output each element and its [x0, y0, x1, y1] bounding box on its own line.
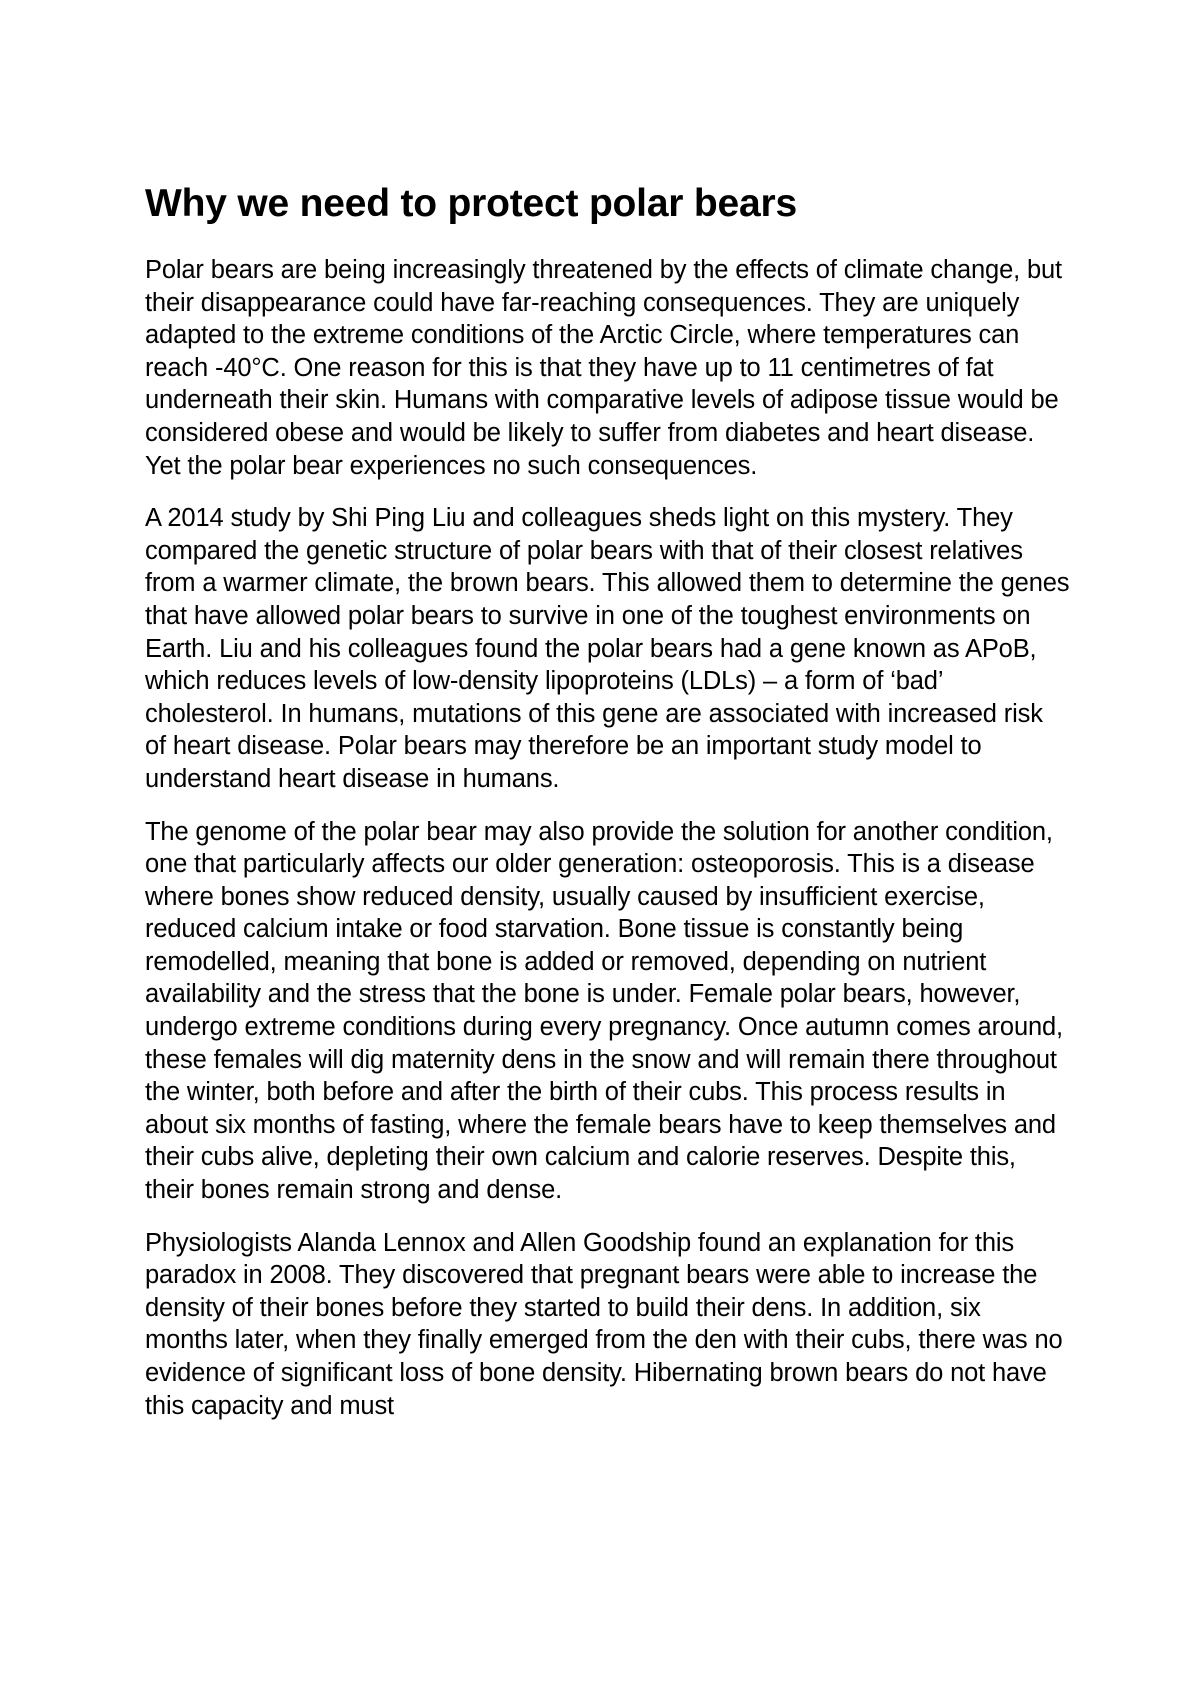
document-body [145, 181, 1070, 1442]
document-title: Why we need to protect polar bears [145, 182, 797, 225]
paragraph-climate-adaptation: Polar bears are being increasingly threatened by the effects of climate change, but their disappearance could have far-reaching consequences. They are uniquely adapted to the extreme conditions of the Arctic Circle, where temperatures can reach -40°C. One reason for this is that they have up to 11 centimetres of fat underneath their skin. Humans with comparative levels of adipose tissue would be considered obese and would be likely to suffer from diabetes and heart disease. Yet the polar bear experiences no such consequences. [145, 256, 1062, 480]
paragraph-lennox-goodship: Physiologists Alanda Lennox and Allen Goodship found an explanation for this paradox in 2008. They discovered that pregnant bears were able to increase the density of their bones before they started to build their dens. In addition, six months later, when they finally emerged from the den with their cubs, there was no evidence of significant loss of bone density. Hibernating brown bears do not have this capacity and must [145, 1228, 1063, 1420]
paragraph-liu-study: A 2014 study by Shi Ping Liu and colleagues sheds light on this mystery. They compared the genetic structure of polar bears with that of their closest relatives from a warmer climate, the brown bears. This allowed them to determine the genes that have allowed polar bears to survive in one of the toughest environments on Earth. Liu and his colleagues found the polar bears had a gene known as APoB, which reduces levels of low-density lipoproteins (LDLs) – a form of ‘bad’ cholesterol. In humans, mutations of this gene are associated with increased risk of heart disease. Polar bears may therefore be an important study model to understand heart disease in humans. [145, 504, 1070, 793]
paragraph-osteoporosis: The genome of the polar bear may also provide the solution for another condition, one that particularly affects our older generation: osteoporosis. This is a disease where bones show reduced density, usually caused by insufficient exercise, reduced calcium intake or food starvation. Bone tissue is constantly being remodelled, meaning that bone is added or removed, depending on nutrient availability and the stress that the bone is under. Female polar bears, however, undergo extreme conditions during every pregnancy. Once autumn comes around, these females will dig maternity dens in the snow and will remain there throughout the winter, both before and after the birth of their cubs. This process results in about six months of fasting, where the female bears have to keep themselves and their cubs alive, depleting their own calcium and calorie reserves. Despite this, their bones remain strong and dense. [145, 817, 1063, 1205]
